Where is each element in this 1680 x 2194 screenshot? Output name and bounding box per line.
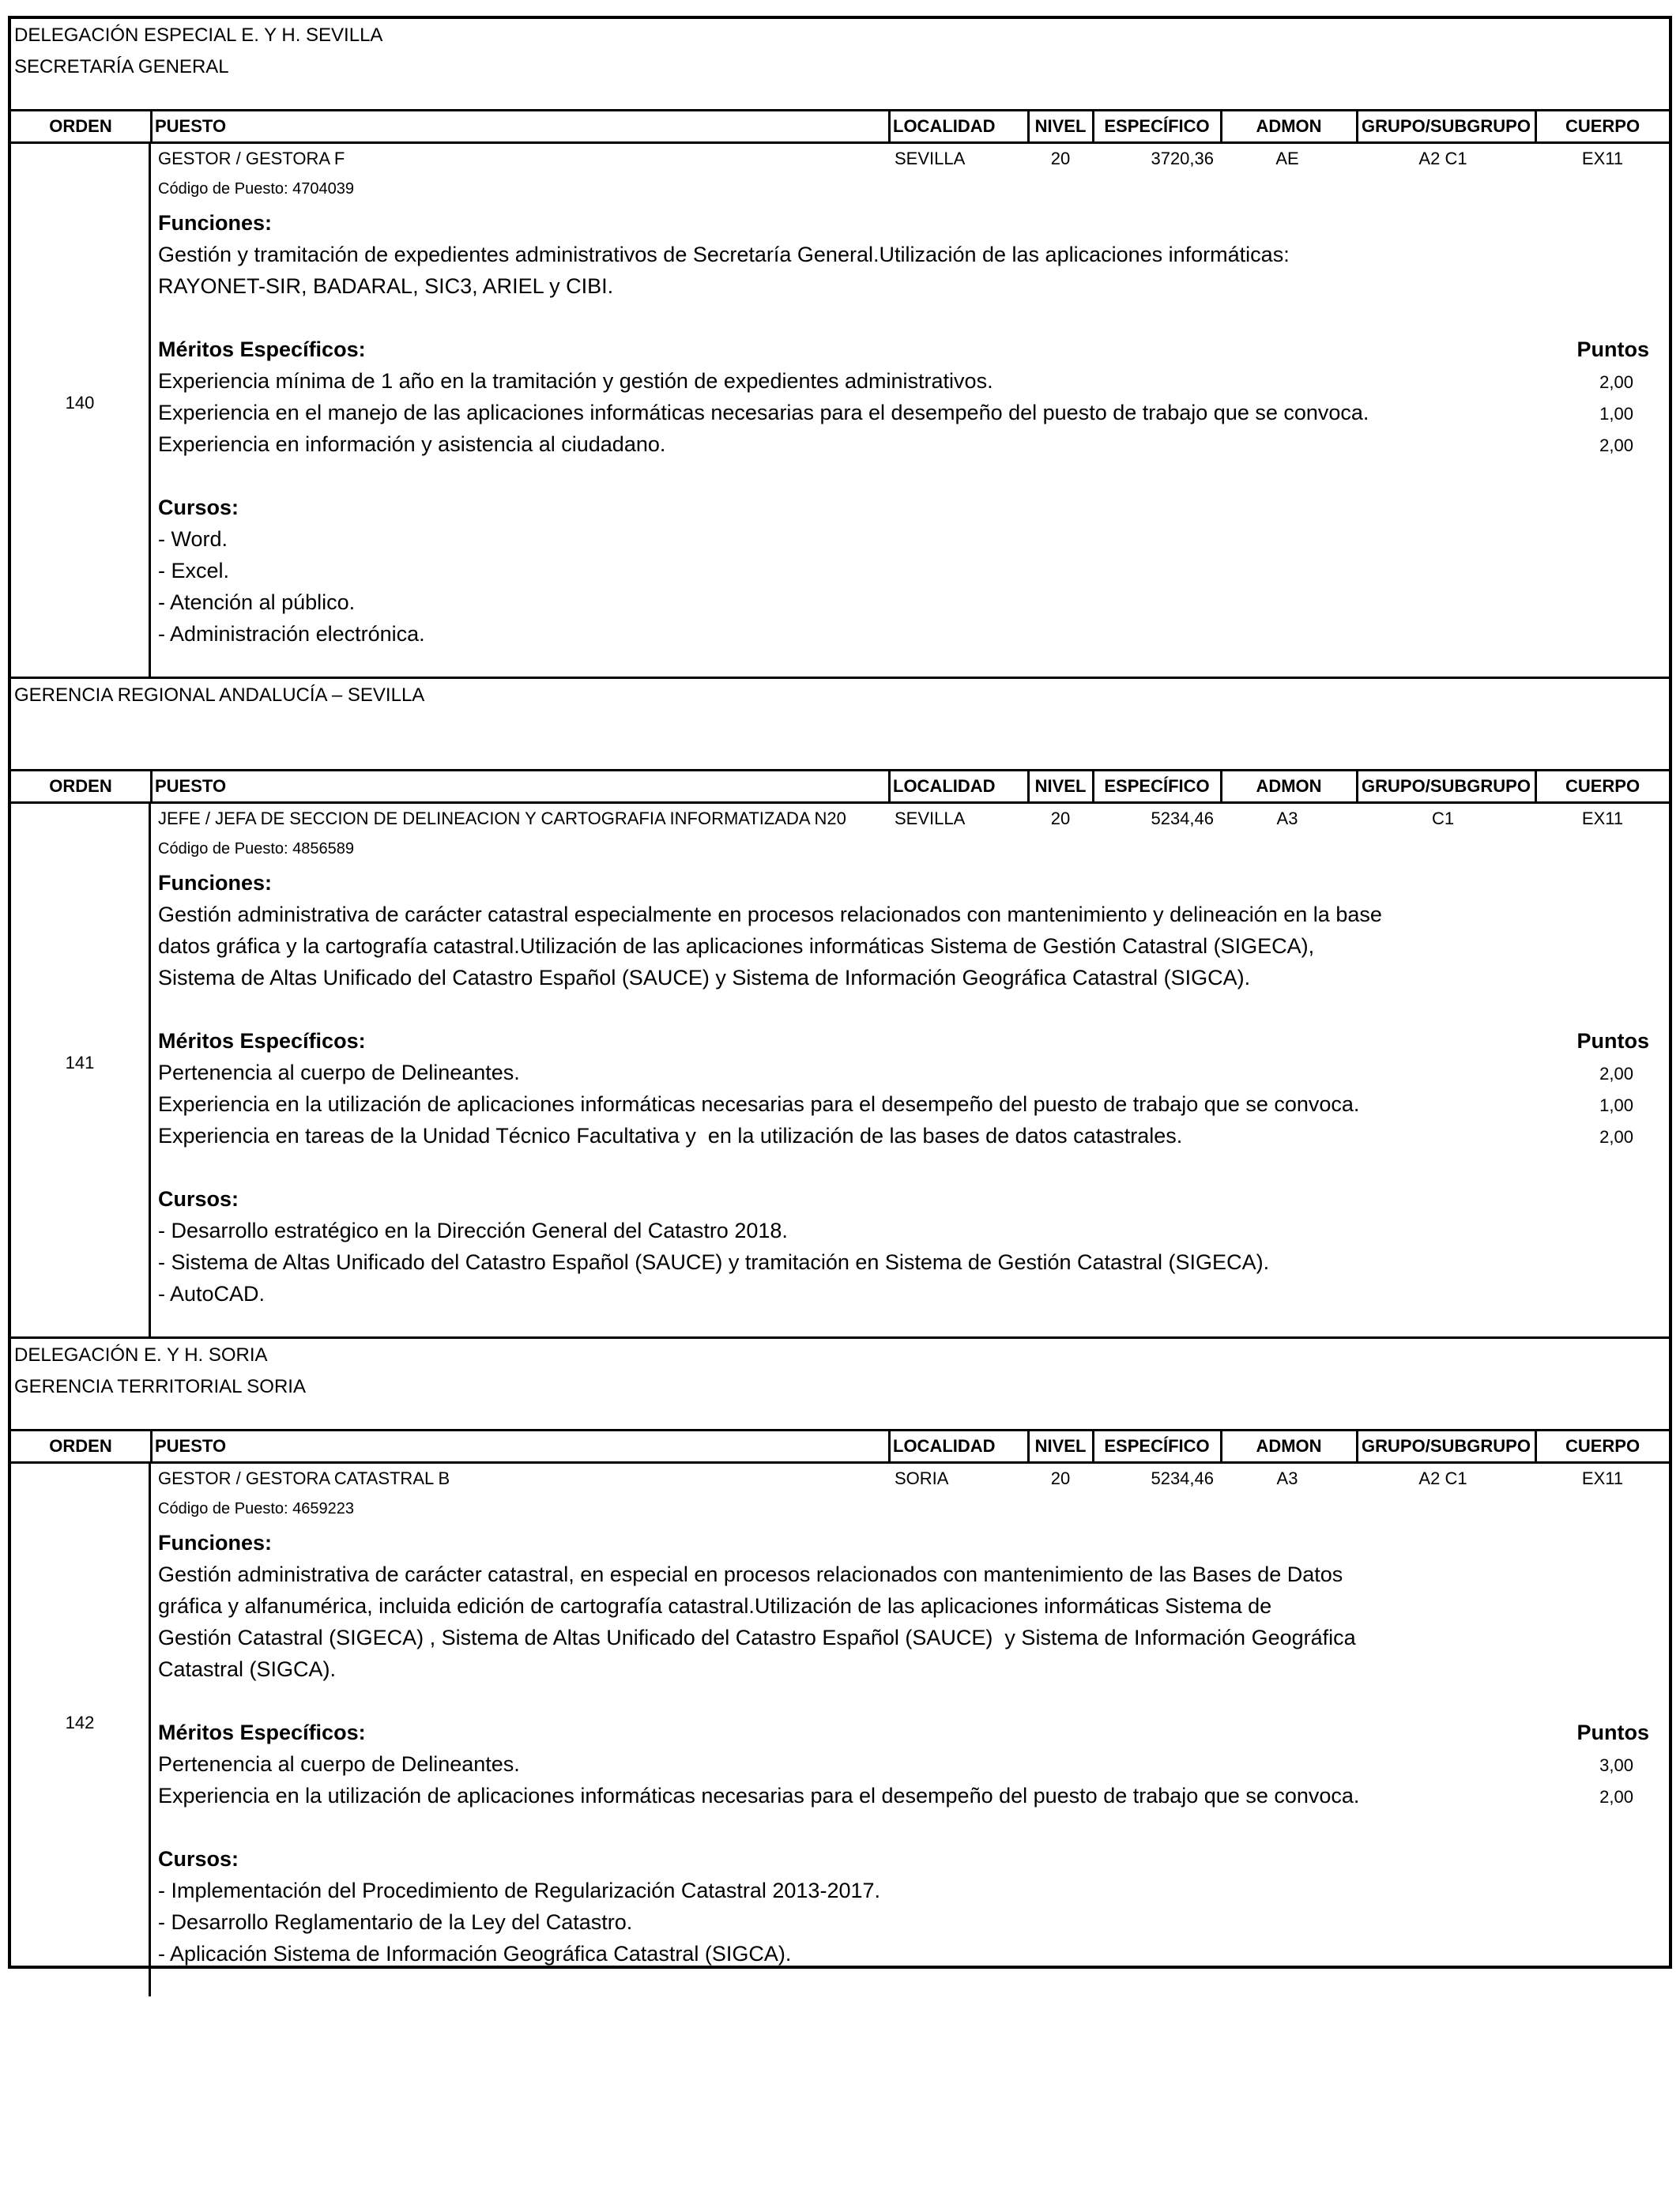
- puesto-title: JEFE / JEFA DE SECCION DE DELINEACION Y CARTOGRAFIA INFORMATIZADA N20: [158, 809, 846, 828]
- value-grupo: C1: [1431, 809, 1455, 828]
- column-divider: [888, 771, 891, 801]
- value-admon: A3: [1276, 1468, 1298, 1488]
- funciones-label: Funciones:: [158, 1531, 273, 1555]
- orden-divider: [149, 1464, 151, 1996]
- funciones-line: Sistema de Altas Unificado del Catastro Español (SAUCE) y Sistema de Información Geográfica Catastral (SIGCA).: [158, 966, 1251, 990]
- column-header-puesto: PUESTO: [155, 1436, 227, 1456]
- puesto-title: GESTOR / GESTORA F: [158, 149, 345, 168]
- column-header-cuerpo: CUERPO: [1565, 776, 1640, 796]
- funciones-line: Gestión administrativa de carácter catastral especialmente en procesos relacionados con mantenimiento y delineación en la base: [158, 903, 1382, 926]
- merito-puntos: 2,00: [1599, 1787, 1633, 1807]
- department-name: DELEGACIÓN ESPECIAL E. Y H. SEVILLA: [14, 25, 383, 46]
- curso-item: - Implementación del Procedimiento de Regularización Catastral 2013-2017.: [158, 1879, 881, 1902]
- table-header-row: [11, 769, 1669, 804]
- merito-puntos: 1,00: [1599, 1095, 1633, 1115]
- funciones-line: RAYONET-SIR, BADARAL, SIC3, ARIEL y CIBI.: [158, 274, 614, 298]
- merito-puntos: 2,00: [1599, 372, 1633, 392]
- codigo-puesto: Código de Puesto: 4704039: [158, 180, 354, 198]
- orden-divider: [149, 804, 151, 1336]
- codigo-puesto: Código de Puesto: 4856589: [158, 840, 354, 858]
- merito-text: Pertenencia al cuerpo de Delineantes.: [158, 1752, 520, 1776]
- department-name: DELEGACIÓN E. Y H. SORIA: [14, 1344, 268, 1366]
- funciones-label: Funciones:: [158, 211, 273, 235]
- funciones-line: Gestión y tramitación de expedientes administrativos de Secretaría General.Utilización de las aplicaciones informáticas:: [158, 243, 1290, 266]
- department-heading: [11, 679, 1669, 769]
- orden-divider: [149, 144, 151, 677]
- column-divider: [888, 111, 891, 141]
- column-header-grupo: GRUPO/SUBGRUPO: [1362, 116, 1531, 136]
- column-divider: [1535, 1431, 1537, 1461]
- curso-item: - Word.: [158, 527, 228, 551]
- puntos-label: Puntos: [1576, 337, 1649, 361]
- job-row: [11, 804, 1669, 1336]
- puntos-label: Puntos: [1576, 1721, 1649, 1744]
- column-header-admon: ADMON: [1256, 116, 1322, 136]
- column-header-localidad: LOCALIDAD: [893, 116, 996, 136]
- funciones-line: Gestión Catastral (SIGECA) , Sistema de Altas Unificado del Catastro Español (SAUCE) y Sistema de Información Geográfica: [158, 1626, 1356, 1649]
- curso-item: - Aplicación Sistema de Información Geográfica Catastral (SIGCA).: [158, 1942, 792, 1966]
- merito-puntos: 1,00: [1599, 404, 1633, 424]
- curso-item: - Excel.: [158, 559, 230, 582]
- column-header-especifico: ESPECÍFICO: [1104, 776, 1210, 796]
- sub-department-name: GERENCIA TERRITORIAL SORIA: [14, 1376, 306, 1397]
- column-divider: [150, 111, 153, 141]
- merito-text: Pertenencia al cuerpo de Delineantes.: [158, 1061, 520, 1084]
- column-divider: [1027, 771, 1030, 801]
- column-header-localidad: LOCALIDAD: [893, 1436, 996, 1456]
- column-divider: [150, 771, 153, 801]
- value-localidad: SEVILLA: [895, 149, 966, 168]
- funciones-line: gráfica y alfanumérica, incluida edición de cartografía catastral.Utilización de las aplicaciones informáticas Sistema de: [158, 1594, 1272, 1618]
- curso-item: - AutoCAD.: [158, 1282, 266, 1306]
- column-header-nivel: NIVEL: [1034, 776, 1087, 796]
- column-divider: [1027, 111, 1030, 141]
- funciones-line: Catastral (SIGCA).: [158, 1657, 337, 1681]
- codigo-puesto: Código de Puesto: 4659223: [158, 1500, 354, 1517]
- department-heading: [11, 1339, 1669, 1429]
- table-header-row: [11, 109, 1669, 144]
- value-admon: A3: [1276, 809, 1298, 828]
- column-divider: [1027, 1431, 1030, 1461]
- value-especifico: 5234,46: [1151, 809, 1214, 828]
- merito-text: Experiencia en tareas de la Unidad Técnico Facultativa y en la utilización de las bases de datos catastrales.: [158, 1124, 1183, 1148]
- column-header-grupo: GRUPO/SUBGRUPO: [1362, 1436, 1531, 1456]
- column-header-especifico: ESPECÍFICO: [1104, 116, 1210, 136]
- orden-number: 141: [65, 1053, 95, 1072]
- value-grupo: A2 C1: [1418, 149, 1467, 168]
- puesto-title: GESTOR / GESTORA CATASTRAL B: [158, 1468, 450, 1488]
- value-cuerpo: EX11: [1581, 149, 1624, 168]
- meritos-label: Méritos Específicos:: [158, 337, 366, 361]
- column-divider: [1535, 771, 1537, 801]
- value-localidad: SORIA: [895, 1468, 949, 1488]
- value-nivel: 20: [1050, 1468, 1071, 1488]
- funciones-label: Funciones:: [158, 871, 273, 895]
- curso-item: - Atención al público.: [158, 590, 356, 614]
- column-divider: [1356, 771, 1358, 801]
- merito-puntos: 2,00: [1599, 1127, 1633, 1147]
- value-nivel: 20: [1050, 149, 1071, 168]
- column-header-grupo: GRUPO/SUBGRUPO: [1362, 776, 1531, 796]
- column-header-orden: ORDEN: [49, 1436, 112, 1456]
- column-header-nivel: NIVEL: [1034, 1436, 1087, 1456]
- section: [11, 677, 1669, 1336]
- value-especifico: 5234,46: [1151, 1468, 1214, 1488]
- column-divider: [1356, 1431, 1358, 1461]
- merito-text: Experiencia en la utilización de aplicaciones informáticas necesarias para el desempeño del puesto de trabajo que se convoca.: [158, 1092, 1360, 1116]
- column-divider: [1220, 1431, 1222, 1461]
- curso-item: - Administración electrónica.: [158, 622, 425, 646]
- table-header-row: [11, 1429, 1669, 1464]
- column-header-especifico: ESPECÍFICO: [1104, 1436, 1210, 1456]
- curso-item: - Sistema de Altas Unificado del Catastro Español (SAUCE) y tramitación en Sistema de Gestión Catastral (SIGECA).: [158, 1250, 1270, 1274]
- merito-text: Experiencia en la utilización de aplicaciones informáticas necesarias para el desempeño del puesto de trabajo que se convoca.: [158, 1784, 1360, 1808]
- column-header-cuerpo: CUERPO: [1565, 116, 1640, 136]
- value-nivel: 20: [1050, 809, 1071, 828]
- cursos-label: Cursos:: [158, 1187, 239, 1211]
- orden-number: 140: [65, 393, 95, 413]
- section: [11, 1336, 1669, 1996]
- column-divider: [1356, 111, 1358, 141]
- column-header-nivel: NIVEL: [1034, 116, 1087, 136]
- meritos-label: Méritos Específicos:: [158, 1029, 366, 1053]
- funciones-line: Gestión administrativa de carácter catastral, en especial en procesos relacionados con mantenimiento de las Bases de Datos: [158, 1563, 1343, 1586]
- funciones-line: datos gráfica y la cartografía catastral.Utilización de las aplicaciones informáticas Sistema de Gestión Catastral (SIGECA),: [158, 934, 1315, 958]
- sub-department-name: SECRETARÍA GENERAL: [14, 56, 229, 77]
- column-header-orden: ORDEN: [49, 776, 112, 796]
- merito-puntos: 2,00: [1599, 435, 1633, 455]
- document-table: [8, 16, 1672, 1969]
- merito-puntos: 3,00: [1599, 1755, 1633, 1775]
- column-divider: [1535, 111, 1537, 141]
- column-divider: [888, 1431, 891, 1461]
- merito-text: Experiencia en el manejo de las aplicaciones informáticas necesarias para el desempeño del puesto de trabajo que se convoca.: [158, 401, 1369, 424]
- curso-item: - Desarrollo estratégico en la Dirección General del Catastro 2018.: [158, 1219, 788, 1242]
- value-grupo: A2 C1: [1418, 1468, 1467, 1488]
- value-especifico: 3720,36: [1151, 149, 1214, 168]
- curso-item: - Desarrollo Reglamentario de la Ley del Catastro.: [158, 1910, 633, 1934]
- value-cuerpo: EX11: [1581, 809, 1624, 828]
- column-divider: [150, 1431, 153, 1461]
- job-row: [11, 1464, 1669, 1996]
- department-name: GERENCIA REGIONAL ANDALUCÍA – SEVILLA: [14, 684, 425, 706]
- orden-number: 142: [65, 1713, 95, 1732]
- job-row: [11, 144, 1669, 677]
- column-header-cuerpo: CUERPO: [1565, 1436, 1640, 1456]
- column-header-puesto: PUESTO: [155, 776, 227, 796]
- value-cuerpo: EX11: [1581, 1468, 1624, 1488]
- section: [11, 19, 1669, 677]
- column-header-orden: ORDEN: [49, 116, 112, 136]
- cursos-label: Cursos:: [158, 1847, 239, 1871]
- cursos-label: Cursos:: [158, 496, 239, 519]
- department-heading: [11, 19, 1669, 109]
- merito-puntos: 2,00: [1599, 1064, 1633, 1084]
- column-header-puesto: PUESTO: [155, 116, 227, 136]
- column-divider: [1092, 1431, 1094, 1461]
- value-admon: AE: [1275, 149, 1299, 168]
- column-header-admon: ADMON: [1256, 776, 1322, 796]
- merito-text: Experiencia en información y asistencia al ciudadano.: [158, 432, 666, 456]
- column-divider: [1092, 111, 1094, 141]
- column-divider: [1092, 771, 1094, 801]
- merito-text: Experiencia mínima de 1 año en la tramitación y gestión de expedientes administrativos.: [158, 369, 993, 393]
- column-divider: [1220, 111, 1222, 141]
- meritos-label: Méritos Específicos:: [158, 1721, 366, 1744]
- puntos-label: Puntos: [1576, 1029, 1649, 1053]
- column-header-localidad: LOCALIDAD: [893, 776, 996, 796]
- value-localidad: SEVILLA: [895, 809, 966, 828]
- column-divider: [1220, 771, 1222, 801]
- column-header-admon: ADMON: [1256, 1436, 1322, 1456]
